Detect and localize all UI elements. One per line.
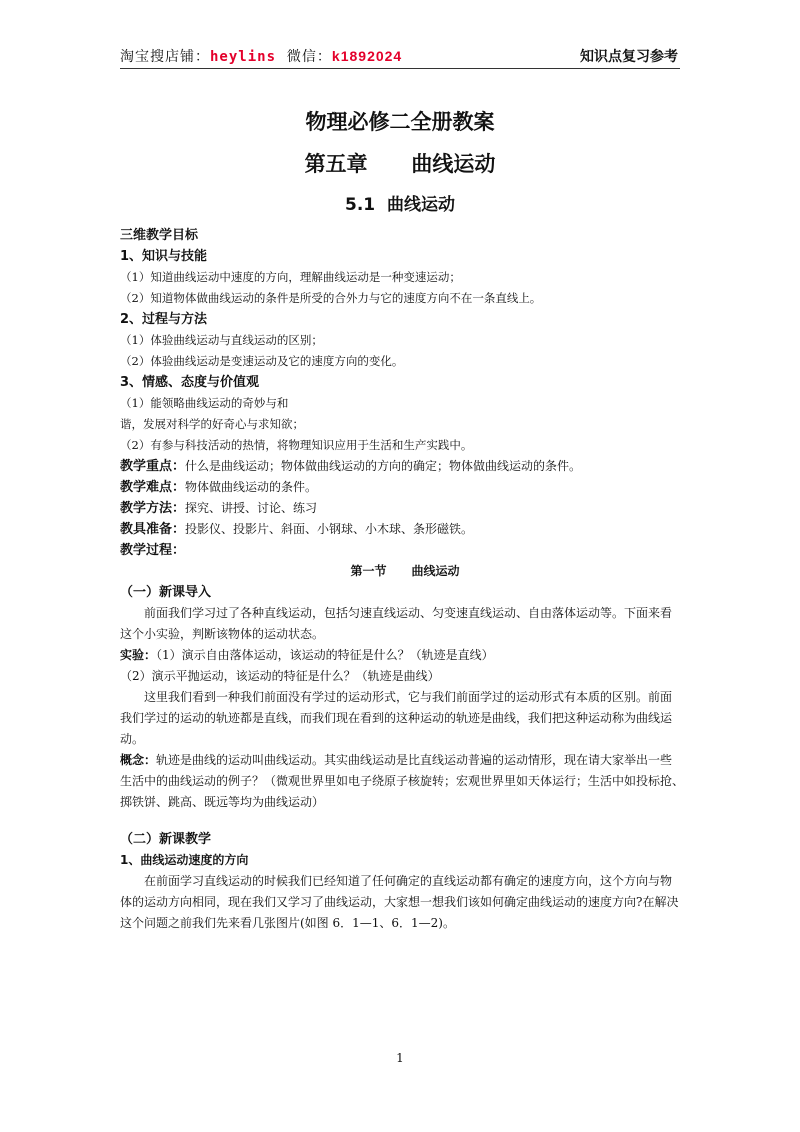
paragraph-2-line-2: 我们学过的运动的轨迹都是直线，而我们现在看到的这种运动的轨迹是曲线，我们把这种运动称为曲线运	[120, 711, 673, 725]
difficult-points-text: 物体做曲线运动的条件。	[185, 480, 318, 494]
paragraph-3-line-2: 体的运动方向相同，现在我们又学习了曲线运动，大家想一想我们该如何确定曲线运动的速度方向?在解决	[120, 895, 679, 909]
intro-paragraph-line-2: 这个小实验，判断该物体的运动状态。	[120, 627, 325, 641]
header-wechat-id: k1892024	[331, 48, 403, 64]
section-title: 5.1 曲线运动	[345, 195, 455, 215]
experiment-item-1: （1）演示自由落体运动，该运动的特征是什么？（轨迹是直线）	[156, 648, 494, 662]
paragraph-3-line-3: 这个问题之前我们先来看几张图片(如图 6．1—1、6．1—2)。	[120, 916, 455, 930]
teaching-tools-text: 投影仪、投影片、斜面、小钢球、小木球、条形磁铁。	[185, 522, 474, 536]
emotion-item-1a: （1）能领略曲线运动的奇妙与和	[120, 396, 289, 410]
process-item-2: （2）体验曲线运动是变速运动及它的速度方向的变化。	[120, 354, 404, 368]
header-shop-name: heylins	[210, 49, 277, 65]
paragraph-3-line-1: 在前面学习直线运动的时候我们已经知道了任何确定的直线运动都有确定的速度方向，这个方向与物	[144, 874, 673, 888]
new-lesson-heading: （二）新课教学	[120, 832, 212, 847]
header-shop-info	[120, 46, 402, 66]
page-header	[120, 44, 680, 69]
paragraph-2-line-1: 这里我们看到一种我们前面没有学过的运动形式，它与我们前面学过的运动形式有本质的区别。前面	[144, 690, 673, 704]
concept-text-1: 轨迹是曲线的运动叫曲线运动。其实曲线运动是比直线运动普遍的运动情形，现在请大家举出一些	[156, 753, 673, 767]
difficult-points	[120, 477, 690, 498]
teaching-methods-text: 探究、讲授、讨论、练习	[185, 501, 318, 515]
header-right-label: 知识点复习参考	[580, 49, 678, 65]
process-heading: 2、过程与方法	[120, 312, 208, 327]
velocity-direction-heading: 1、曲线运动速度的方向	[120, 853, 249, 867]
key-points	[120, 456, 690, 477]
chapter-title: 第五章 曲线运动	[304, 152, 496, 176]
key-points-text: 什么是曲线运动；物体做曲线运动的方向的确定；物体做曲线运动的条件。	[185, 459, 582, 473]
process-item-1: （1）体验曲线运动与直线运动的区别；	[120, 333, 323, 347]
experiment-line-1	[120, 645, 690, 666]
lesson-section-title: 第一节 曲线运动	[350, 564, 460, 578]
experiment-item-2: （2）演示平抛运动，该运动的特征是什么？（轨迹是曲线）	[120, 669, 440, 683]
document-body	[120, 225, 690, 934]
teaching-methods	[120, 498, 690, 519]
experiment-label: 实验：	[120, 648, 157, 662]
knowledge-heading: 1、知识与技能	[120, 249, 208, 264]
concept-label: 概念：	[120, 753, 157, 767]
concept-line-2: 生活中的曲线运动的例子？（微观世界里如电子绕原子核旋转；宏观世界里如天体运行；生活中如投标抢、	[120, 774, 685, 788]
page-number: 1	[396, 1051, 404, 1065]
emotion-heading: 3、情感、态度与价值观	[120, 375, 260, 390]
teaching-tools-label: 教具准备：	[120, 522, 186, 537]
difficult-points-label: 教学难点：	[120, 480, 186, 495]
concept-line-1	[120, 750, 690, 771]
header-wechat-label: 微信：	[276, 49, 332, 65]
teaching-methods-label: 教学方法：	[120, 501, 186, 516]
header-prefix: 淘宝搜店铺：	[120, 49, 210, 65]
doc-title: 物理必修二全册教案	[305, 110, 495, 134]
teaching-process-label: 教学过程：	[120, 543, 186, 558]
knowledge-item-2: （2）知道物体做曲线运动的条件是所受的合外力与它的速度方向不在一条直线上。	[120, 291, 542, 305]
intro-heading: （一）新课导入	[120, 585, 212, 600]
emotion-item-2: （2）有参与科技活动的热情，将物理知识应用于生活和生产实践中。	[120, 438, 473, 452]
paragraph-2-line-3: 动。	[120, 732, 145, 746]
intro-paragraph-line-1: 前面我们学习过了各种直线运动，包括匀速直线运动、匀变速直线运动、自由落体运动等。下面来看	[144, 606, 673, 620]
key-points-label: 教学重点：	[120, 459, 186, 474]
knowledge-item-1: （1）知道曲线运动中速度的方向，理解曲线运动是一种变速运动；	[120, 270, 461, 284]
teaching-tools	[120, 519, 690, 540]
emotion-item-1b: 谐，发展对科学的好奇心与求知欲；	[120, 417, 304, 431]
goals-heading: 三维教学目标	[120, 228, 199, 243]
concept-line-3: 掷铁饼、跳高、既远等均为曲线运动）	[120, 795, 325, 809]
